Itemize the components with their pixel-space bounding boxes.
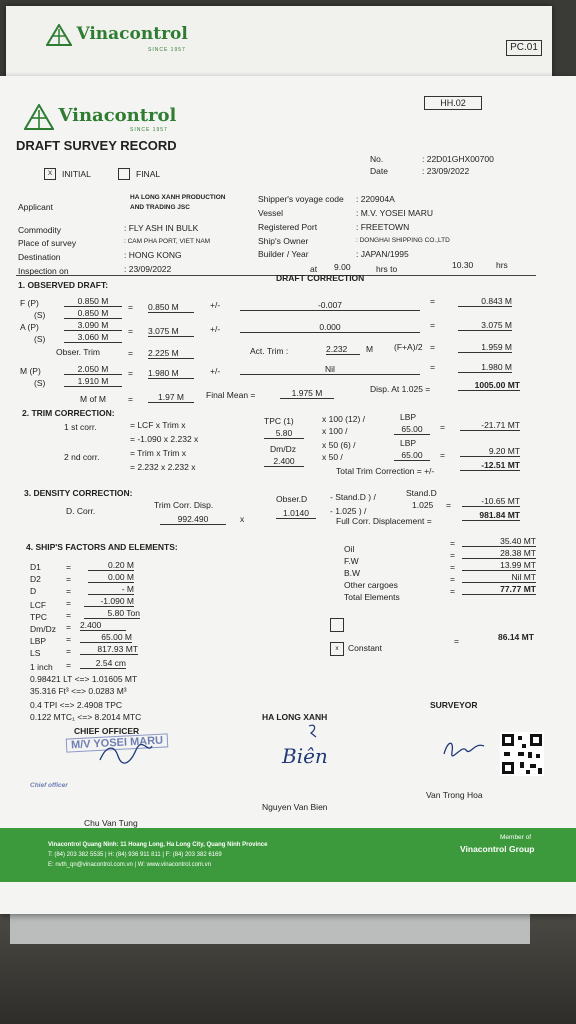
other-label: Other cargoes — [344, 580, 398, 590]
oil-label: Oil — [344, 544, 355, 554]
stamp-subtitle: Chief officer — [30, 782, 68, 789]
eq: = — [446, 500, 451, 510]
header-brand: Vinacontrol — [58, 105, 177, 127]
initial-checkbox: X — [44, 168, 56, 180]
commodity-label: Commodity — [18, 225, 61, 235]
second-corr-label: 2 nd corr. — [64, 452, 100, 462]
dmdz-factor: 2.400 — [80, 620, 126, 631]
destination-value: : HONG KONG — [124, 250, 182, 260]
obs-trim-label: Obser. Trim — [56, 347, 100, 357]
full-corr: 981.84 MT — [462, 510, 520, 521]
c50-label: x 50 (6) / — [322, 440, 356, 450]
mofm: 1.97 M — [148, 392, 194, 403]
eq: = — [450, 562, 455, 572]
applicant-value-1: HA LONG XANH PRODUCTION — [130, 194, 226, 201]
plusminus: +/- — [210, 366, 221, 376]
constant-label: Constant — [348, 643, 383, 653]
stand-d-label: Stand.D — [406, 488, 437, 498]
fa2-label: (F+A)/2 — [394, 342, 423, 352]
density-heading: 3. DENSITY CORRECTION: — [24, 488, 133, 498]
conversion-1: 0.98421 LT <=> 1.01605 MT — [30, 674, 138, 684]
header-since: SINCE 1957 — [130, 127, 168, 133]
place-label: Place of survey — [18, 238, 77, 248]
m-corr: Nil — [240, 364, 420, 375]
f-mean: 0.850 M — [148, 302, 194, 313]
first-corr-label: 1 st corr. — [64, 422, 97, 432]
inch-value: 2.54 cm — [80, 658, 126, 669]
constant-value: 86.14 MT — [498, 632, 534, 642]
obs-trim: 2.225 M — [148, 348, 194, 359]
surveyor-signature — [440, 736, 488, 760]
lbp-factor-label: LBP — [30, 636, 47, 646]
stand-value: - 1.025 ) / — [330, 506, 367, 516]
trim-disp-label: Trim Corr. Disp. — [154, 500, 214, 510]
f-s-label: (S) — [34, 310, 46, 320]
vessel-label: Vessel — [258, 208, 284, 218]
surveyor-label: SURVEYOR — [430, 700, 478, 710]
final-mean-label: Final Mean = — [206, 390, 256, 400]
back-page-code: PC.01 — [506, 40, 542, 56]
port-value: : FREETOWN — [356, 222, 410, 232]
stand-label: - Stand.D ) / — [330, 492, 376, 502]
commodity-value: : FLY ASH IN BULK — [124, 223, 199, 233]
eq: = — [66, 646, 71, 656]
m-s-value: 1.910 M — [64, 376, 122, 387]
observed-heading: 1. OBSERVED DRAFT: — [18, 280, 109, 290]
second-result: 9.20 MT — [460, 446, 520, 457]
eq: = — [450, 538, 455, 548]
voyage-value: : 220904A — [356, 194, 395, 204]
time-from: 9.00 — [334, 262, 351, 272]
initial-label: INITIAL — [62, 169, 91, 179]
f-corr: -0.007 — [240, 300, 420, 311]
surveyor-name: Van Trong Hoa — [426, 790, 483, 800]
lbp-label: LBP — [400, 412, 417, 422]
f-result: 0.843 M — [458, 296, 512, 307]
f-p-value: 0.850 M — [64, 296, 122, 307]
a-s-label: (S) — [34, 334, 46, 344]
tpc-value: 5.80 — [264, 428, 304, 439]
draft-survey-sheet — [0, 76, 576, 914]
trim-row2b: = 2.232 x 2.232 x — [130, 462, 196, 472]
trim-row2: = Trim x Trim x — [130, 448, 186, 458]
destination-label: Destination — [18, 252, 61, 262]
chief-officer-label: CHIEF OFFICER — [74, 726, 140, 736]
member-value: Vinacontrol Group — [460, 844, 535, 854]
member-label: Member of — [500, 834, 532, 841]
place-value: : CAM PHA PORT, VIET NAM — [124, 238, 211, 245]
footer-band — [0, 828, 576, 882]
a-p-value: 3.090 M — [64, 320, 122, 331]
ls-value: 817.93 MT — [80, 644, 138, 655]
disp: 1005.00 MT — [458, 380, 520, 391]
m-p-value: 2.050 M — [64, 364, 122, 375]
eq: = — [430, 342, 435, 352]
total-elements-label: Total Elements — [344, 592, 400, 602]
bw-value: 13.99 MT — [462, 560, 536, 571]
disp-label: Disp. At 1.025 = — [370, 384, 431, 394]
hrs-label: hrs — [496, 260, 508, 270]
back-brand: Vinacontrol — [76, 24, 188, 45]
first-result: -21.71 MT — [460, 420, 520, 431]
builder-value: : JAPAN/1995 — [356, 249, 409, 259]
eq: = — [66, 610, 71, 620]
eq: = — [66, 598, 71, 608]
stand-d: 1.025 — [412, 500, 434, 510]
d2-label: D2 — [30, 574, 41, 584]
owner-label: Ship's Owner — [258, 236, 309, 246]
voyage-label: Shipper's voyage code — [258, 194, 344, 204]
plusminus: +/- — [210, 324, 221, 334]
page-code: HH.02 — [424, 96, 482, 110]
builder-label: Builder / Year — [258, 249, 309, 259]
inspection-label: Inspection on — [18, 266, 69, 276]
eq: = — [454, 636, 459, 646]
eq: = — [128, 326, 133, 336]
footer-address: Vinacontrol Quang Ninh: 11 Hoang Long, Ha Long City, Quang Ninh Province — [48, 842, 268, 848]
client-name: Nguyen Van Bien — [262, 802, 328, 812]
act-trim: 2.232 — [326, 344, 360, 355]
factors-heading: 4. SHIP'S FACTORS AND ELEMENTS: — [26, 542, 178, 552]
total-elements: 77.77 MT — [462, 584, 536, 595]
eq: = — [430, 320, 435, 330]
owner-value: : DONGHAI SHIPPING CO.,LTD — [356, 237, 450, 244]
vessel-stamp: M/V YOSEI MARU — [66, 733, 169, 752]
m-unit: M — [366, 344, 374, 354]
c100-label: x 100 (12) / — [322, 414, 365, 424]
a-result: 3.075 M — [458, 320, 512, 331]
eq: = — [66, 574, 71, 584]
inspection-value: : 23/09/2022 — [124, 264, 172, 274]
dmdz-label: Dm/Dz — [270, 444, 296, 454]
lbp-factor: 65.00 M — [80, 632, 132, 643]
fa2: 1.959 M — [458, 342, 512, 353]
hrs-to-label: hrs to — [376, 264, 398, 274]
tpc-factor: 5.80 Ton — [84, 608, 140, 619]
back-logo — [46, 24, 188, 46]
eq: = — [128, 394, 133, 404]
d1-value: 0.20 M — [88, 560, 134, 571]
document-title: DRAFT SURVEY RECORD — [16, 138, 177, 153]
lbp-label: LBP — [400, 438, 417, 448]
back-since: SINCE 1957 — [148, 47, 186, 53]
dmdz-factor-label: Dm/Dz — [30, 624, 56, 634]
eq: = — [450, 574, 455, 584]
bw-label: B.W — [344, 568, 361, 578]
d2-value: 0.00 M — [88, 572, 134, 583]
lcf-value: -1.090 M — [84, 596, 134, 607]
no-value: : 22D01GHX00700 — [422, 154, 494, 164]
dmdz-value: 2.400 — [264, 456, 304, 467]
other-value: Nil MT — [462, 572, 536, 583]
x-sign: x — [240, 514, 245, 524]
eq: = — [128, 302, 133, 312]
chief-officer-name: Chu Van Tung — [84, 818, 138, 828]
final-checkbox — [118, 168, 130, 180]
eq: = — [430, 362, 435, 372]
conversion-4: 0.122 MTC₁ <=> 8.2014 MTC — [30, 712, 142, 722]
a-p-label: A (P) — [20, 322, 39, 332]
final-mean: 1.975 M — [280, 388, 334, 399]
eq: = — [66, 622, 71, 632]
lbp-value: 65.00 — [394, 450, 430, 461]
d-corr-label: D. Corr. — [66, 506, 96, 516]
eq: = — [440, 450, 445, 460]
full-corr-label: Full Corr. Displacement = — [336, 516, 432, 526]
constant-checkbox: x — [330, 642, 344, 656]
footer-phone: T: (84) 203 382 5535 | H: (84) 936 911 811 | F: (84) 203 382 6169 — [48, 852, 222, 858]
date-label: Date — [370, 166, 388, 176]
a-s-value: 3.060 M — [64, 332, 122, 343]
empty-checkbox — [330, 618, 344, 632]
applicant-label: Applicant — [18, 202, 53, 212]
m-result: 1.980 M — [458, 362, 512, 373]
f-p-label: F (P) — [20, 298, 39, 308]
eq: = — [66, 586, 71, 596]
final-label: FINAL — [136, 169, 161, 179]
applicant-value-2: AND TRADING JSC — [130, 204, 190, 211]
vinacontrol-logo-icon — [46, 24, 72, 46]
at-label: at — [310, 264, 318, 274]
chief-officer-signature — [96, 738, 156, 768]
correction-heading: DRAFT CORRECTION — [276, 273, 365, 283]
time-to: 10.30 — [452, 260, 474, 270]
eq: = — [450, 586, 455, 596]
d1-label: D1 — [30, 562, 41, 572]
lbp-value: 65.00 — [394, 424, 430, 435]
d-label: D — [30, 586, 37, 596]
lcf-label: LCF — [30, 600, 47, 610]
vinacontrol-logo-icon — [24, 104, 54, 130]
total-trim: -12.51 MT — [460, 460, 520, 471]
ls-label: LS — [30, 648, 41, 658]
tpc-label: TPC (1) — [264, 416, 294, 426]
trim-row1b: = -1.090 x 2.232 x — [130, 434, 199, 444]
eq: = — [66, 660, 71, 670]
fw-label: F.W — [344, 556, 359, 566]
trim-row1: = LCF x Trim x — [130, 420, 186, 430]
f-s-value: 0.850 M — [64, 308, 122, 319]
trim-disp: 992.490 — [160, 514, 226, 525]
plusminus: +/- — [210, 300, 221, 310]
eq: = — [430, 296, 435, 306]
eq: = — [128, 368, 133, 378]
c100-value: x 100 / — [322, 426, 348, 436]
d-value: - M — [88, 584, 134, 595]
eq: = — [128, 348, 133, 358]
footer-email: E: nvth_qn@vinacontrol.com.vn | W: www.vinacontrol.com.vn — [48, 862, 211, 868]
no-label: No. — [370, 154, 384, 164]
fw-value: 28.38 MT — [462, 548, 536, 559]
qr-code-icon — [500, 732, 544, 776]
inch-label: 1 inch — [30, 662, 53, 672]
mofm-label: M of M — [80, 394, 106, 404]
obser-d-label: Obser.D — [276, 494, 308, 504]
obser-d: 1.0140 — [276, 508, 316, 519]
c50-value: x 50 / — [322, 452, 343, 462]
tpc-factor-label: TPC — [30, 612, 47, 622]
m-mean: 1.980 M — [148, 368, 194, 379]
conversion-2: 35.316 Ft³ <=> 0.0283 M³ — [30, 686, 127, 696]
m-p-label: M (P) — [20, 366, 41, 376]
eq: = — [450, 550, 455, 560]
oil-value: 35.40 MT — [462, 536, 536, 547]
act-trim-label: Act. Trim : — [250, 346, 289, 356]
total-trim-label: Total Trim Correction = +/- — [336, 466, 435, 476]
client-signature: Biên — [282, 744, 328, 768]
a-corr: 0.000 — [240, 322, 420, 333]
conversion-3: 0.4 TPI <=> 2.4908 TPC — [30, 700, 123, 710]
trim-heading: 2. TRIM CORRECTION: — [22, 408, 115, 418]
ha-long-xanh-label: HA LONG XANH — [262, 712, 328, 722]
eq: = — [66, 634, 71, 644]
a-mean: 3.075 M — [148, 326, 194, 337]
m-s-label: (S) — [34, 378, 46, 388]
density-result: -10.65 MT — [462, 496, 520, 507]
eq: = — [440, 422, 445, 432]
vessel-value: : M.V. YOSEI MARU — [356, 208, 433, 218]
eq: = — [66, 562, 71, 572]
port-label: Registered Port — [258, 222, 318, 232]
date-value: : 23/09/2022 — [422, 166, 470, 176]
signature-mark — [306, 722, 320, 740]
